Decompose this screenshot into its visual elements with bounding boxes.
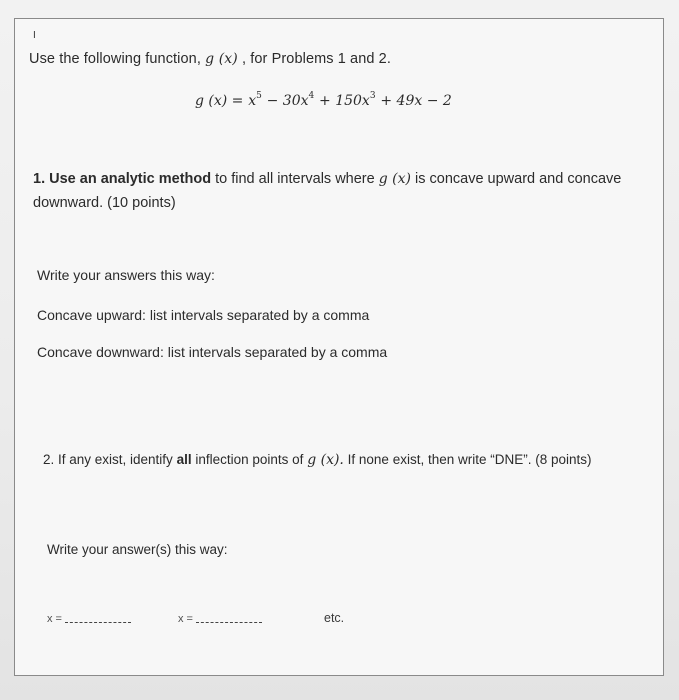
intro-function: g (x): [205, 51, 238, 67]
q1-instructions-line-1: Concave upward: list intervals separated by a comma: [37, 307, 370, 323]
answer-blank-2: [178, 613, 262, 625]
q2-text-2: inflection points of: [195, 452, 304, 467]
eq-term-3: + 150x: [319, 93, 370, 109]
blank-line-2: [196, 622, 262, 623]
question-panel: [14, 18, 664, 676]
x1-label: x =: [47, 613, 62, 625]
intro-line: [29, 51, 391, 67]
q2-instructions-header: Write your answer(s) this way:: [47, 542, 228, 557]
q1-text-2: is concave upward and concave downward.: [33, 171, 622, 211]
q1-function: g (x): [378, 171, 411, 187]
eq-term-2: − 30x: [266, 93, 309, 109]
cursor-icon: I: [33, 30, 36, 41]
q1-instructions-header: Write your answers this way:: [37, 267, 215, 283]
q1-bold-text: Use an analytic method: [49, 171, 212, 187]
blank-line-1: [65, 622, 131, 623]
x2-label: x =: [178, 613, 193, 625]
function-equation: [195, 91, 452, 109]
q1-points: (10 points): [107, 195, 176, 211]
eq-term-4: + 49x − 2: [380, 93, 452, 109]
eq-exp-2: 4: [308, 91, 315, 101]
eq-exp-3: 3: [369, 91, 376, 101]
eq-term-1: x: [248, 93, 257, 109]
q2-text-3: If none exist, then write “DNE”. (8 points): [347, 452, 592, 467]
intro-prefix: Use the following function,: [29, 51, 201, 67]
answer-blank-1: [47, 613, 131, 625]
question-2: [43, 449, 643, 471]
q2-text-1: 2. If any exist, identify: [43, 452, 173, 467]
q1-number: 1.: [33, 171, 46, 187]
q1-instructions-line-2: Concave downward: list intervals separated by a comma: [37, 344, 388, 360]
eq-lhs: g (x) =: [195, 93, 244, 109]
intro-suffix: , for Problems 1 and 2.: [241, 51, 391, 67]
eq-exp-1: 5: [256, 91, 262, 101]
etc-text: etc.: [324, 611, 345, 625]
question-1: [33, 167, 643, 215]
q2-bold: all: [176, 452, 192, 467]
q1-text: to find all intervals where: [215, 171, 375, 187]
q2-function: g (x).: [307, 452, 344, 468]
